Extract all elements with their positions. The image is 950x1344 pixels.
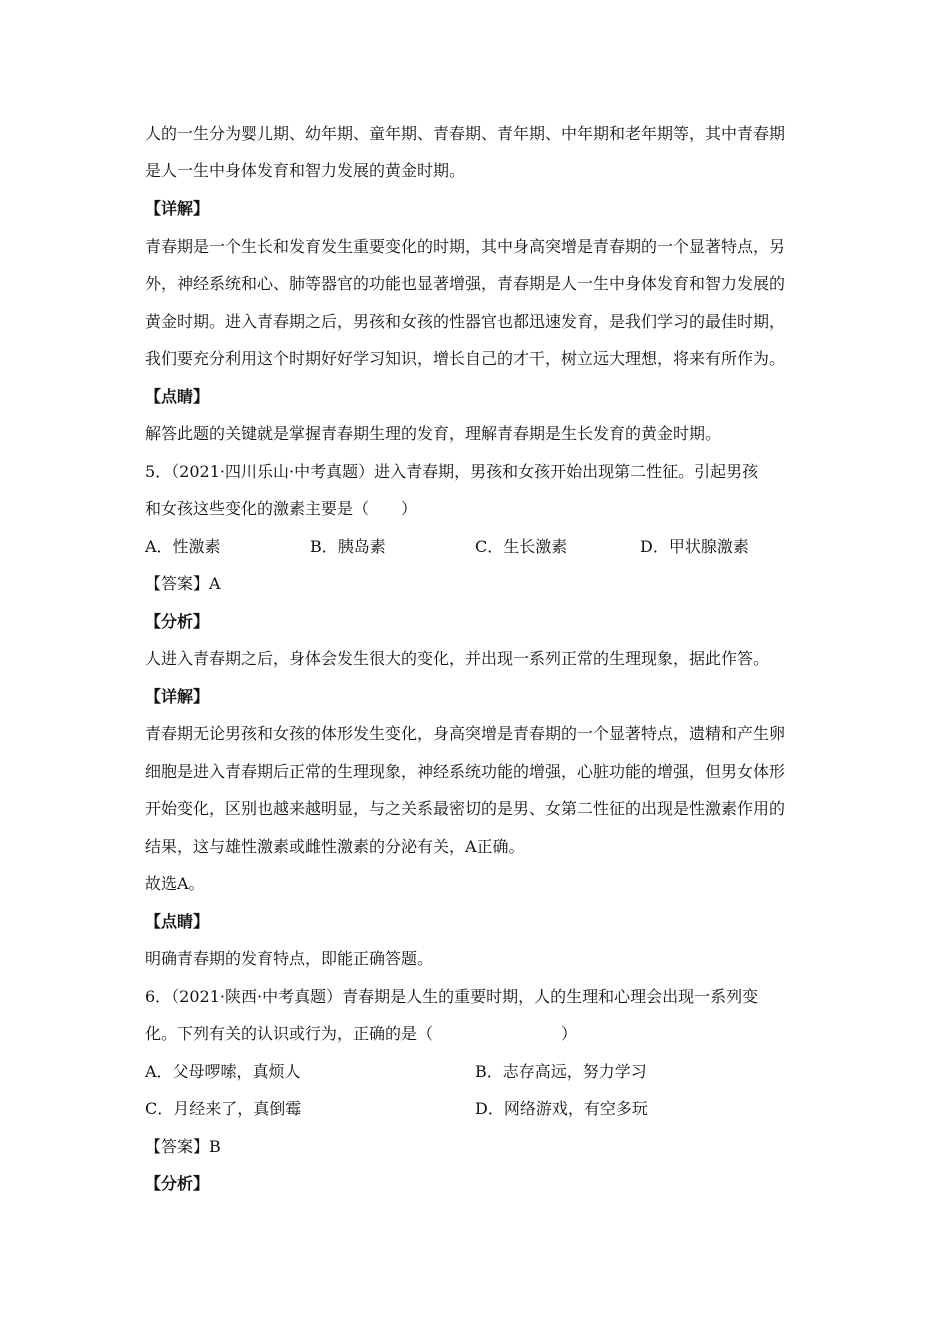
detail-heading: 【详解】: [145, 199, 210, 218]
q5-stem-line-1: 5．（2021·四川乐山·中考真题）进入青春期，男孩和女孩开始出现第二性征。引起男孩: [145, 462, 759, 481]
q6-option-c: C．月经来了，真倒霉: [145, 1099, 302, 1118]
q5-comment-text: 明确青春期的发育特点，即能正确答题。: [145, 949, 434, 968]
q5-conclusion: 故选A。: [145, 874, 205, 893]
q6-option-d: D．网络游戏，有空多玩: [475, 1099, 648, 1118]
q5-detail-line-4: 结果，这与雄性激素或雌性激素的分泌有关，A正确。: [145, 837, 525, 856]
detail-line-1: 青春期是一个生长和发育发生重要变化的时期，其中身高突增是青春期的一个显著特点，另: [145, 237, 786, 256]
detail-line-3: 黄金时期。进入青春期之后，男孩和女孩的性器官也都迅速发育，是我们学习的最佳时期，: [145, 312, 786, 331]
q5-option-b: B．胰岛素: [310, 537, 386, 556]
q5-option-d: D．甲状腺激素: [640, 537, 749, 556]
q5-detail-line-3: 开始变化，区别也越来越明显，与之关系最密切的是男、女第二性征的出现是性激素作用的: [145, 799, 786, 818]
q5-detail-heading: 【详解】: [145, 687, 210, 706]
analysis-line-2: 是人一生中身体发育和智力发展的黄金时期。: [145, 161, 466, 180]
q6-answer: 【答案】B: [145, 1137, 221, 1156]
q6-analysis-heading: 【分析】: [145, 1174, 210, 1193]
q6-option-b: B．志存高远，努力学习: [475, 1062, 647, 1081]
q5-option-a: A．性激素: [145, 537, 221, 556]
q5-answer: 【答案】A: [145, 574, 221, 593]
q6-stem-line-1: 6．（2021·陕西·中考真题）青春期是人生的重要时期，人的生理和心理会出现一系列变: [145, 987, 759, 1006]
q6-option-a: A．父母啰嗦，真烦人: [145, 1062, 301, 1081]
analysis-line-1: 人的一生分为婴儿期、幼年期、童年期、青春期、青年期、中年期和老年期等，其中青春期: [145, 124, 786, 143]
detail-line-4: 我们要充分利用这个时期好好学习知识，增长自己的才干，树立远大理想，将来有所作为。: [145, 349, 786, 368]
q5-stem-line-2: 和女孩这些变化的激素主要是（ ）: [145, 499, 418, 518]
q5-detail-line-2: 细胞是进入青春期后正常的生理现象，神经系统功能的增强，心脏功能的增强，但男女体形: [145, 762, 786, 781]
q5-option-c: C．生长激素: [475, 537, 568, 556]
detail-line-2: 外，神经系统和心、肺等器官的功能也显著增强，青春期是人一生中身体发育和智力发展的: [145, 274, 786, 293]
comment-text: 解答此题的关键就是掌握青春期生理的发育，理解青春期是生长发育的黄金时期。: [145, 424, 722, 443]
q5-analysis-text: 人进入青春期之后，身体会发生很大的变化，并出现一系列正常的生理现象，据此作答。: [145, 649, 770, 668]
comment-heading: 【点睛】: [145, 387, 210, 406]
q5-analysis-heading: 【分析】: [145, 612, 210, 631]
q5-detail-line-1: 青春期无论男孩和女孩的体形发生变化，身高突增是青春期的一个显著特点，遗精和产生卵: [145, 724, 786, 743]
q5-comment-heading: 【点睛】: [145, 912, 210, 931]
q6-stem-line-2: 化。下列有关的认识或行为，正确的是（ ）: [145, 1024, 578, 1043]
